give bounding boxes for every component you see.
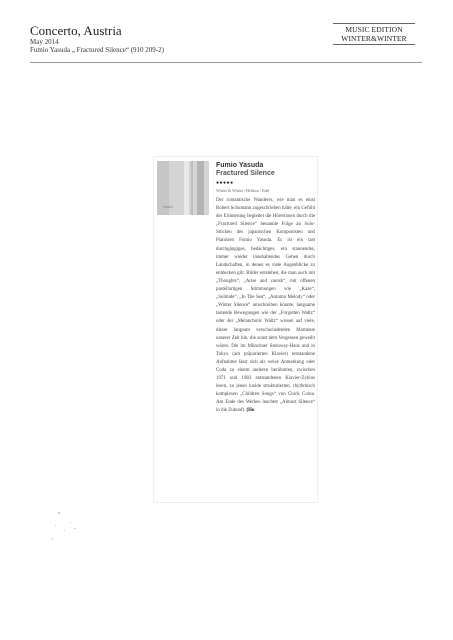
label-logo — [333, 23, 415, 45]
scan-speck — [64, 530, 65, 531]
release-reference: Fumio Yasuda „ Fractured Silence“ (910 209-2) — [30, 46, 164, 54]
album-cover-text: FUMIO — [163, 205, 173, 209]
album-cover-image — [157, 161, 209, 215]
scan-speck — [70, 522, 71, 523]
scan-speck — [58, 512, 60, 514]
scan-speck — [55, 525, 56, 526]
rating-dots: ●●●●● — [216, 181, 234, 186]
review-body: Der romantische Wanderer, wie man es einst Robert Schumann zugeschrieben hätte, ein Gefühl der Erinnerung begleitet die Hörerinnen durch die „Fractured Silence“ benannte Folge an Solo-Stücken des japanischen Komponisten und Pianisten Fumio Yasuda. Es ist ein tast durchgängiges, bedächtiges, ein staunendes, immer wieder innehaltendes Gehen durch Landschaften, in denen es viele Augenblicke zu entdecken gilt. Bilder entstehen, die man auch mit „Thoughts“, „Arise and vanish“, mit offenen pastellartigen Stimmungen wie „Kaze“, „Solitude“, „In The Sea“, „Autumn Melody“ oder „Winter Silence“ umschreiben könnte, langsame tastende Bewegungen wie der „Forgotten Waltz“ oder der „Melancholic Waltz“ wissen auf viele, dieser langsam verschwindenden Momente unserer Zeit hin, die sonst dem Vergessen geweiht wären. Die im Münchner Steinway-Haus und in Tokyo (am präparierten Klavier) entstandene Aufnahme lässt sich als weise Anmerkung oder Coda zu einem anderen berühmten, zwischen 1971 und 1983 entstandenen Klavier-Zyklus lesen, zu jenen luzide strukturierten, rhythmisch komplexen „Children Songs“ von Chick Corea. Am Ende des Werkes leuchtet „Almost Silence“ in die Zukunft. — [216, 198, 315, 414]
label-logo-line1: MUSIC EDITION — [345, 25, 403, 34]
label-logo-line2: WINTER&WINTER — [341, 34, 407, 43]
scan-speck — [74, 528, 76, 529]
review-signature: (Ho — [246, 408, 255, 414]
review-artist: Fumio Yasuda — [216, 162, 264, 169]
review-clipping — [153, 156, 318, 503]
review-text — [216, 197, 315, 416]
publication-name: Concerto, Austria — [30, 23, 122, 38]
review-album-title: Fractured Silence — [216, 170, 275, 177]
publication-date: May 2014 — [30, 38, 59, 46]
header-divider — [30, 62, 422, 63]
header-left — [30, 24, 164, 54]
scan-speck — [52, 538, 53, 540]
review-label-info: Winter & Winter / Helikon / Edel — [216, 188, 270, 193]
